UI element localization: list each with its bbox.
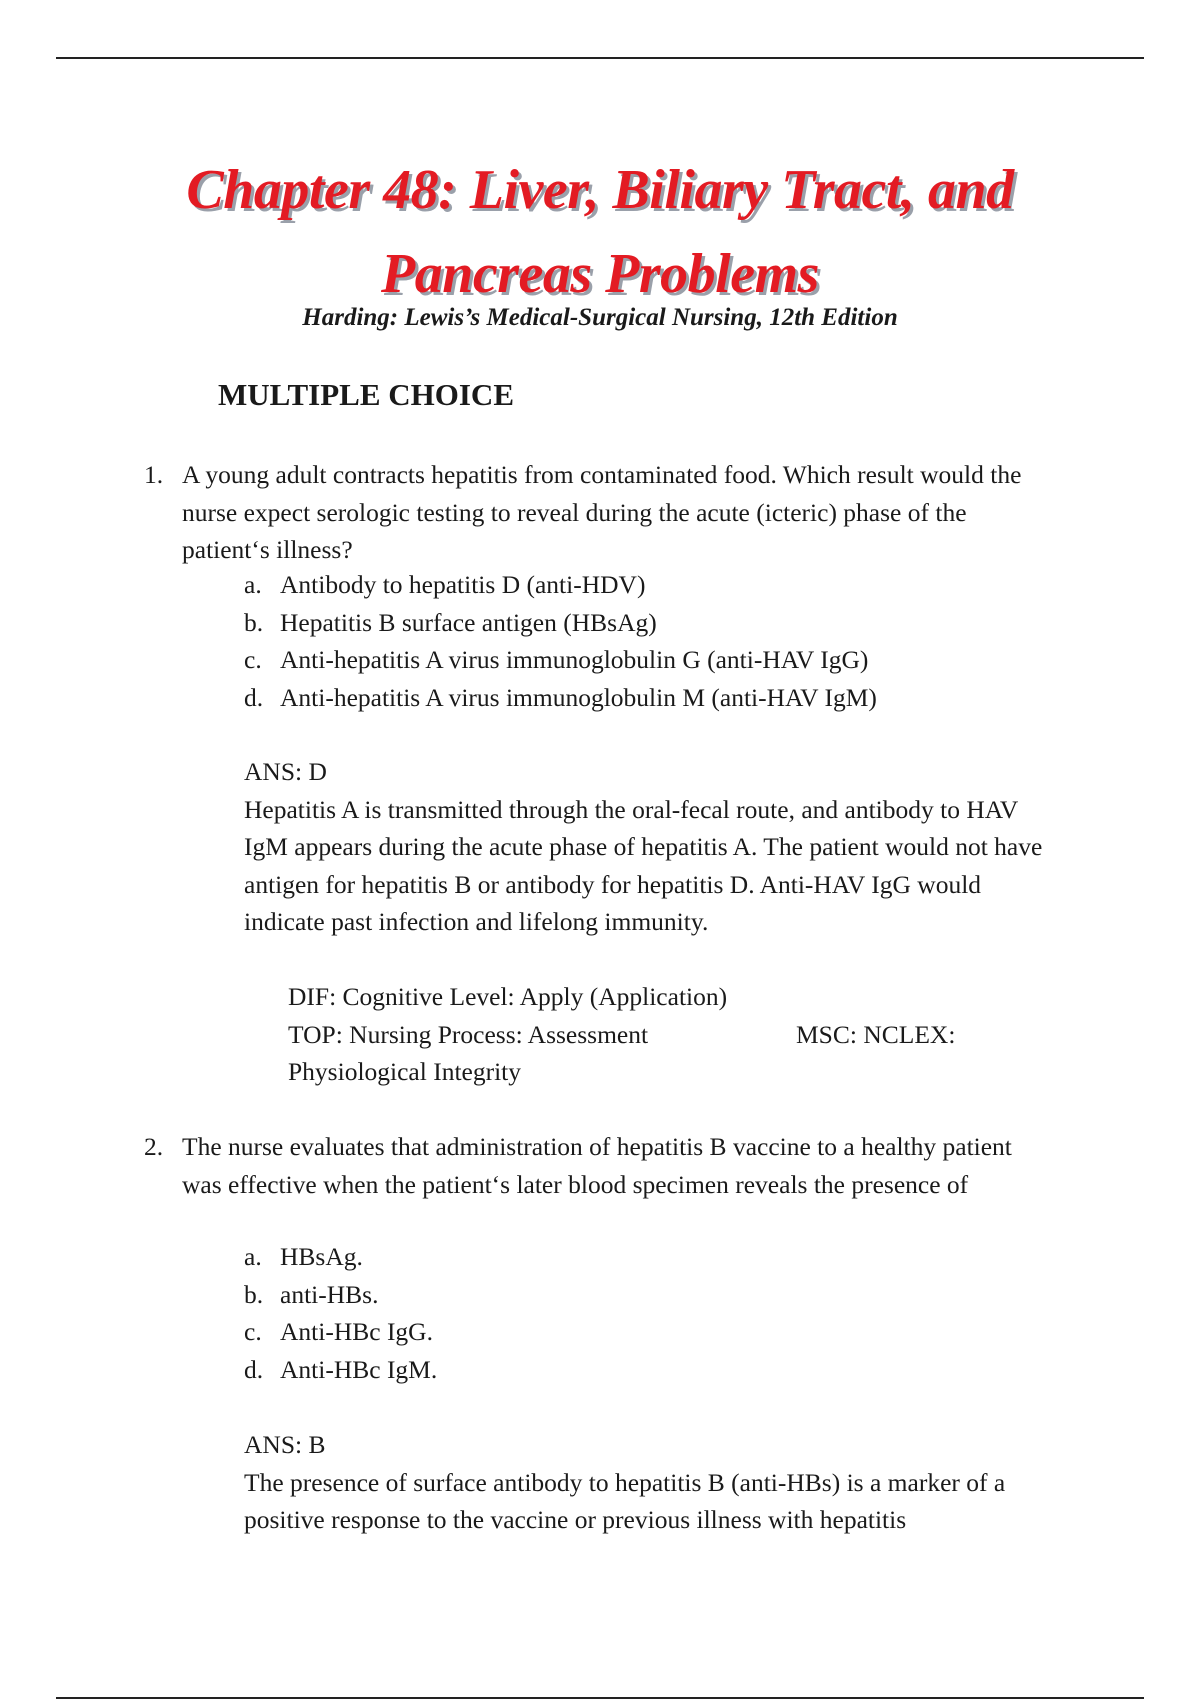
choice-letter: c.	[244, 1317, 262, 1346]
choice-letter: a.	[244, 570, 262, 599]
choice-text: HBsAg.	[280, 1242, 363, 1271]
topic: TOP: Nursing Process: Assessment	[288, 1019, 649, 1049]
question-number: 1.	[144, 460, 164, 489]
choice-text: anti-HBs.	[280, 1279, 379, 1309]
choice-b	[244, 1276, 437, 1314]
choice-text: Antibody to hepatitis D (anti-HDV)	[280, 570, 646, 599]
choice-text: Anti-hepatitis A virus immunoglobulin G (anti-HAV IgG)	[280, 645, 869, 674]
choice-d	[244, 1351, 437, 1389]
choice-c	[244, 641, 877, 679]
choice-text: Anti-hepatitis A virus immunoglobulin M (anti-HAV IgM)	[280, 682, 877, 712]
answer-key: ANS: D	[244, 757, 327, 786]
question-1-choices	[244, 566, 877, 716]
question-stem: The nurse evaluates that administration of hepatitis B vaccine to a healthy patient was effective when the patient‘s later blood specimen reveals the presence of	[182, 1132, 1012, 1199]
answer-rationale: The presence of surface antibody to hepatitis B (anti-HBs) is a marker of a positive response to the vaccine or previous illness with hepatitis	[244, 1467, 1006, 1534]
choice-a	[244, 1238, 437, 1276]
question-1-metadata	[288, 978, 1008, 1091]
choice-letter: c.	[244, 645, 262, 674]
answer-rationale: Hepatitis A is transmitted through the oral-fecal route, and antibody to HAV IgM appears during the acute phase of hepatitis A. The patient would not have antigen for hepatitis B or antibody for hepatitis D. Anti-HAV IgG would indicate past infection and lifelong immunity.	[244, 794, 1043, 936]
choice-letter: d.	[244, 682, 264, 712]
chapter-title-line-1: Chapter 48: Liver, Biliary Tract, and	[186, 159, 1014, 221]
question-number: 2.	[144, 1132, 164, 1161]
top-rule	[56, 57, 1144, 59]
difficulty-level: DIF: Cognitive Level: Apply (Application)	[288, 982, 728, 1011]
choice-d	[244, 679, 877, 717]
answer-key: ANS: B	[244, 1430, 326, 1459]
choice-b	[244, 604, 877, 642]
chapter-title	[0, 148, 1200, 316]
choice-text: Anti-HBc IgG.	[280, 1317, 433, 1346]
msc-category: MSC: NCLEX:	[796, 1019, 956, 1049]
bottom-rule	[56, 1697, 1144, 1699]
question-2-choices	[244, 1238, 437, 1388]
choice-text: Hepatitis B surface antigen (HBsAg)	[280, 607, 657, 637]
choice-letter: d.	[244, 1354, 264, 1384]
chapter-title-line-2: Pancreas Problems	[381, 243, 819, 305]
choice-letter: b.	[244, 607, 264, 637]
msc-category-continued: Physiological Integrity	[288, 1057, 522, 1086]
choice-c	[244, 1313, 437, 1351]
question-2-answer	[244, 1426, 1044, 1539]
question-1-answer	[244, 753, 1044, 941]
section-heading: MULTIPLE CHOICE	[218, 377, 514, 412]
choice-a	[244, 566, 877, 604]
choice-letter: b.	[244, 1279, 264, 1309]
question-stem: A young adult contracts hepatitis from contaminated food. Which result would the nurse expect serologic testing to reveal during the acute (icteric) phase of the patient‘s illness?	[182, 460, 1022, 564]
choice-letter: a.	[244, 1242, 262, 1271]
choice-text: Anti-HBc IgM.	[280, 1354, 438, 1384]
topic-line	[288, 1016, 1008, 1054]
book-subtitle: Harding: Lewis’s Medical-Surgical Nursing, 12th Edition	[302, 304, 898, 331]
